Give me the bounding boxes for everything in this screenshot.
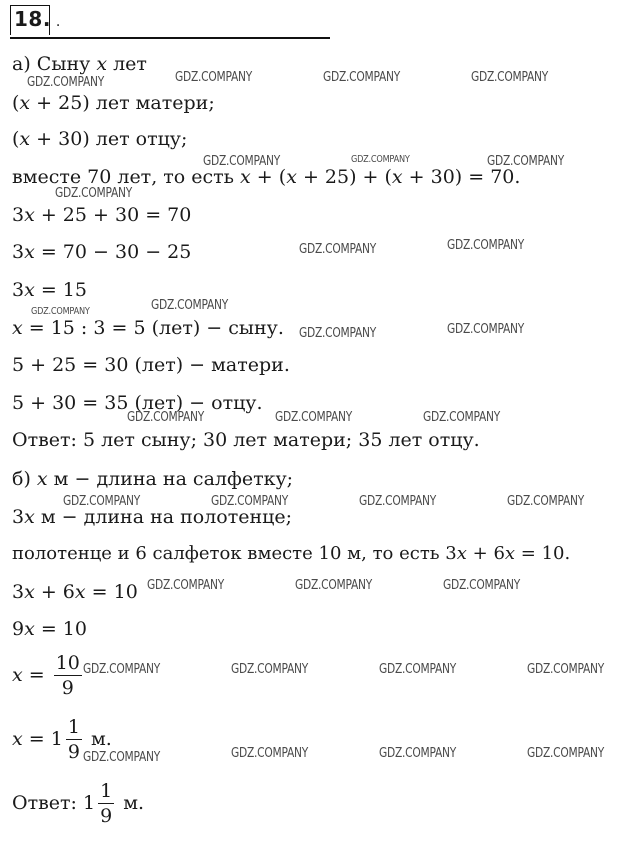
problem-header: [10, 5, 330, 39]
watermark: GDZ.COMPANY: [83, 662, 161, 677]
part-a-line-7: 3x = 15: [12, 279, 87, 301]
watermark: GDZ.COMPANY: [323, 70, 401, 85]
watermark: GDZ.COMPANY: [203, 154, 281, 169]
part-a-line-10: 5 + 30 = 35 (лет) − отцу.: [12, 392, 263, 414]
part-b-line-7: x = 1 $\frac{1}{9}$ м.: [12, 716, 112, 763]
watermark: GDZ.COMPANY: [151, 298, 229, 313]
part-a-line-5: 3x + 25 + 30 = 70: [12, 204, 192, 226]
watermark: GDZ.COMPANY: [527, 662, 605, 677]
watermark: GDZ.COMPANY: [527, 746, 605, 761]
watermark: GDZ.COMPANY: [295, 578, 373, 593]
part-a-line-6: 3x = 70 − 30 − 25: [12, 241, 192, 263]
part-b-line-5: 9x = 10: [12, 618, 87, 640]
watermark: GDZ.COMPANY: [351, 154, 410, 165]
watermark: GDZ.COMPANY: [447, 322, 525, 337]
watermark: GDZ.COMPANY: [211, 494, 289, 509]
watermark: GDZ.COMPANY: [379, 662, 457, 677]
watermark: GDZ.COMPANY: [31, 306, 90, 317]
watermark: GDZ.COMPANY: [507, 494, 585, 509]
part-b-line-4: 3x + 6x = 10: [12, 581, 138, 603]
watermark: GDZ.COMPANY: [359, 494, 437, 509]
watermark: GDZ.COMPANY: [299, 242, 377, 257]
answer-fraction-1-9: $\frac{1}{9}$: [100, 780, 113, 827]
part-b-line-6: x = $\frac{10}{9}$: [12, 652, 80, 699]
watermark: GDZ.COMPANY: [379, 746, 457, 761]
watermark: GDZ.COMPANY: [27, 75, 105, 90]
part-a-answer: Ответ: 5 лет сыну; 30 лет матери; 35 лет отцу.: [12, 429, 480, 451]
watermark: GDZ.COMPANY: [55, 186, 133, 201]
watermark: GDZ.COMPANY: [175, 70, 253, 85]
fraction-10-9: $\frac{10}{9}$: [55, 652, 80, 699]
fraction-1-9: $\frac{1}{9}$: [67, 716, 80, 763]
part-a-line-3: (x + 30) лет отцу;: [12, 128, 188, 150]
problem-number: 18. .: [14, 7, 61, 31]
part-b-answer: Ответ: 1 $\frac{1}{9}$ м.: [12, 780, 145, 827]
watermark: GDZ.COMPANY: [447, 238, 525, 253]
watermark: GDZ.COMPANY: [231, 746, 309, 761]
part-a-line-9: 5 + 25 = 30 (лет) − матери.: [12, 354, 290, 376]
part-b-line-2: 3x м − длина на полотенце;: [12, 506, 293, 528]
part-b-line-3: полотенце и 6 салфеток вместе 10 м, то есть 3x + 6x = 10.: [12, 543, 571, 564]
watermark: GDZ.COMPANY: [487, 154, 565, 169]
watermark: GDZ.COMPANY: [63, 494, 141, 509]
part-a-line-4: вместе 70 лет, то есть x + (x + 25) + (x + 30) = 70.: [12, 166, 521, 188]
part-b-line-1: б) x м − длина на салфетку;: [12, 468, 294, 490]
part-a-line-8: x = 15 : 3 = 5 (лет) − сыну.: [12, 317, 284, 339]
watermark: GDZ.COMPANY: [471, 70, 549, 85]
watermark: GDZ.COMPANY: [423, 410, 501, 425]
watermark: GDZ.COMPANY: [275, 410, 353, 425]
watermark: GDZ.COMPANY: [443, 578, 521, 593]
part-a-line-1: а) Сыну x лет: [12, 53, 147, 75]
part-a-line-2: (x + 25) лет матери;: [12, 92, 215, 114]
watermark: GDZ.COMPANY: [83, 750, 161, 765]
watermark: GDZ.COMPANY: [127, 410, 205, 425]
watermark: GDZ.COMPANY: [231, 662, 309, 677]
watermark: GDZ.COMPANY: [299, 326, 377, 341]
watermark: GDZ.COMPANY: [147, 578, 225, 593]
